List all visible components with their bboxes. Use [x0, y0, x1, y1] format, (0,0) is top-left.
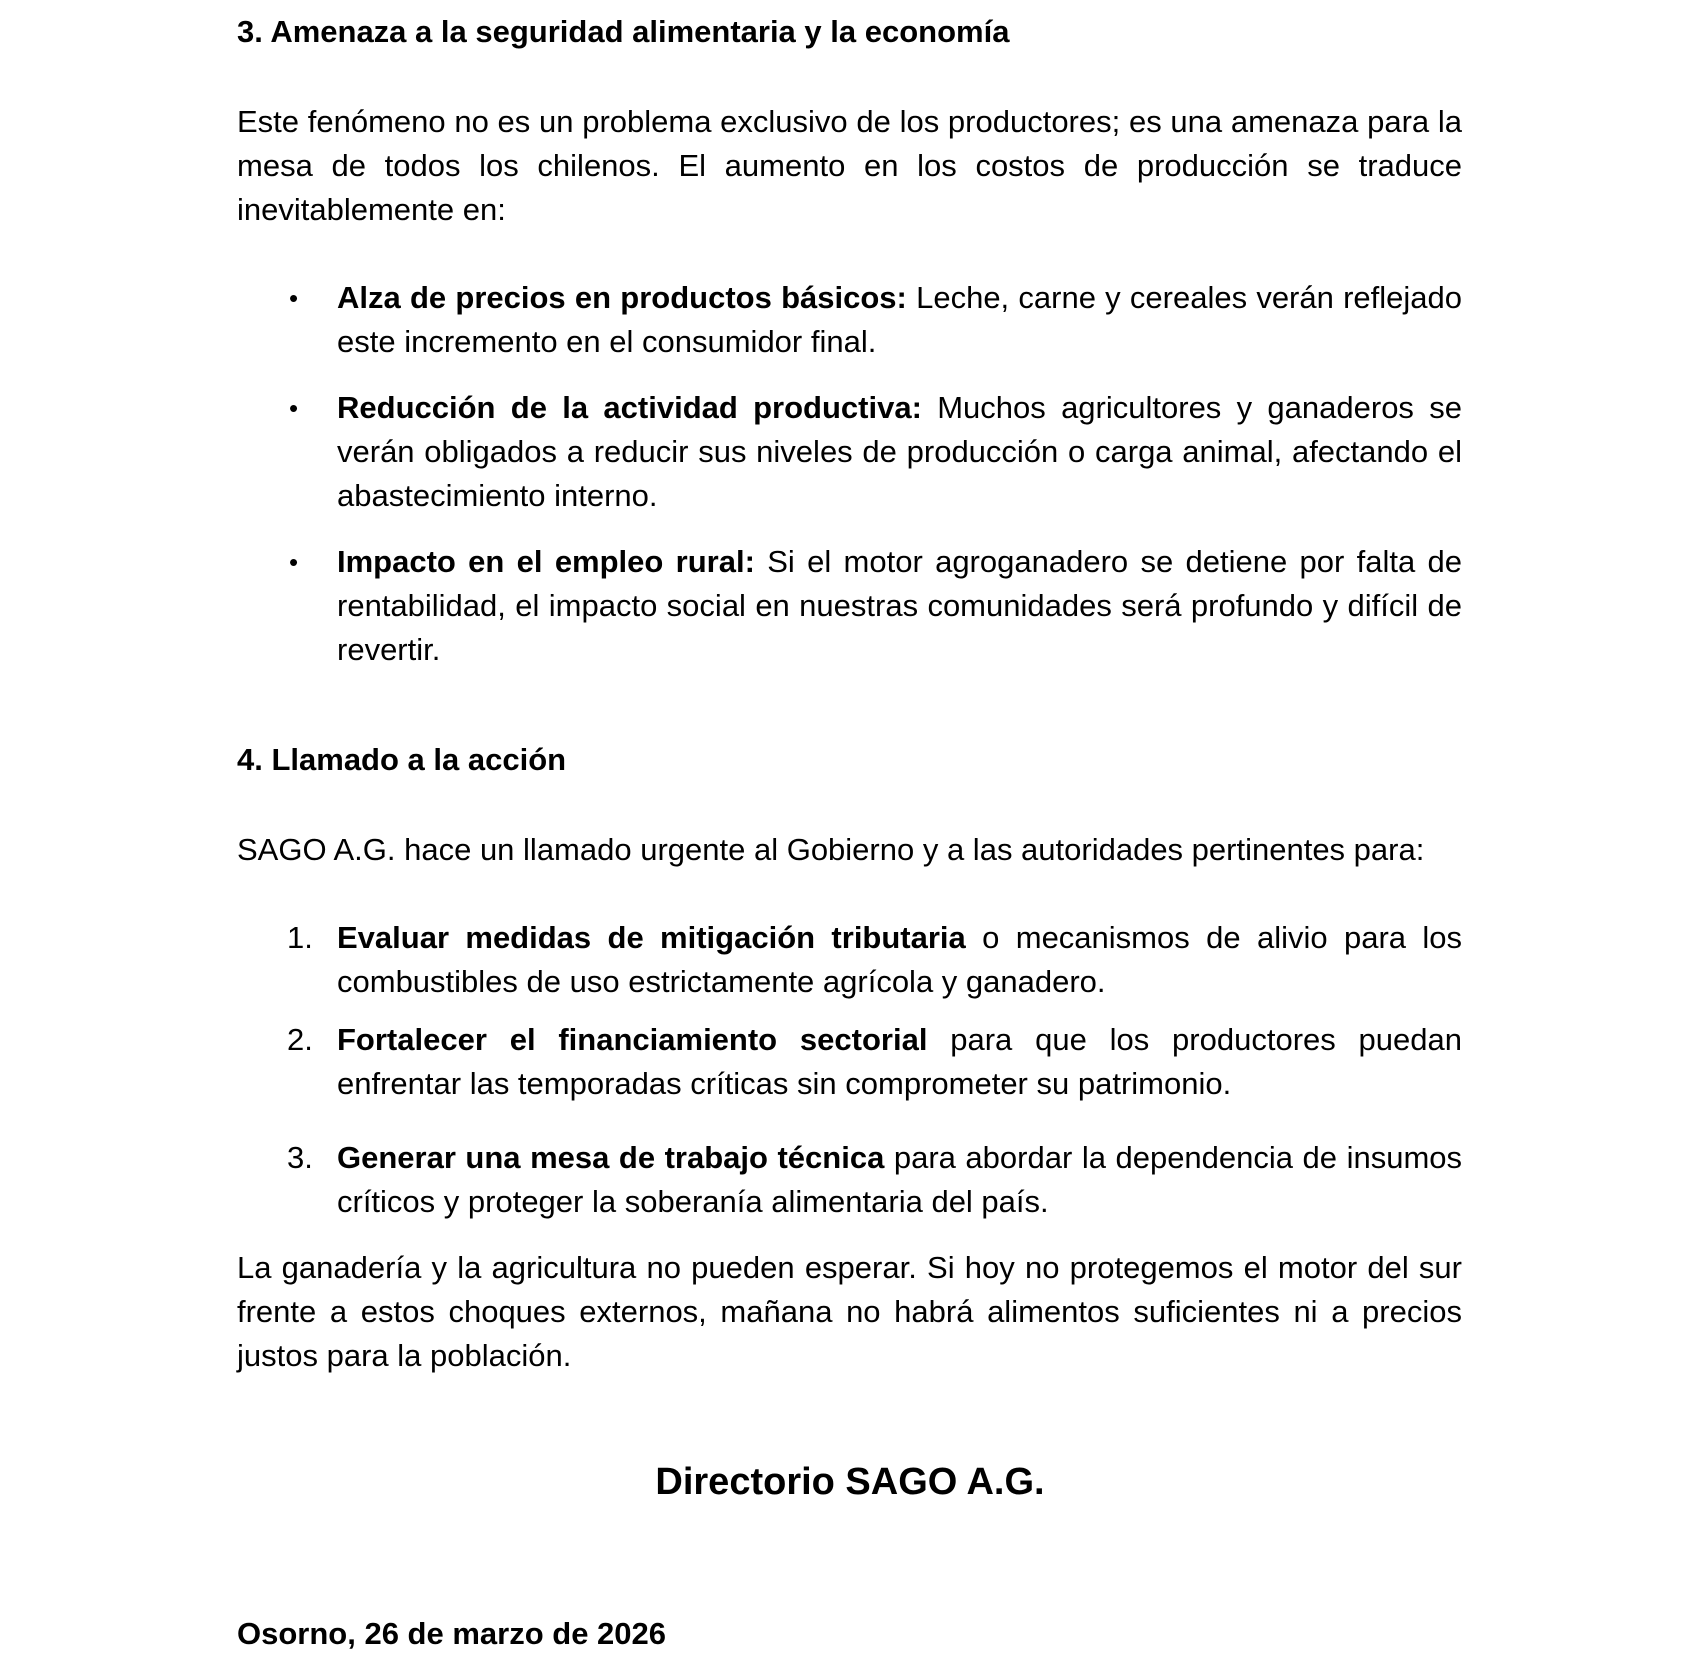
bullet-item-title: Impacto en el empleo rural: [337, 544, 755, 579]
bullet-item [237, 386, 1462, 518]
section-4-intro: SAGO A.G. hace un llamado urgente al Gobierno y a las autoridades pertinentes para: [237, 832, 1425, 867]
bullet-icon: • [289, 547, 299, 577]
numbered-item [237, 1136, 1462, 1224]
section-3-intro: Este fenómeno no es un problema exclusivo de los productores; es una amenaza para la mesa de todos los chilenos. El aumento en los costos de producción se traduce inevitablemente en: [237, 104, 1462, 227]
list-number: 3. [287, 1140, 313, 1175]
numbered-item-title: Fortalecer el financiamiento sectorial [337, 1022, 928, 1057]
signature: Directorio SAGO A.G. [655, 1461, 1045, 1503]
bullet-item-text: Muchos agricultores y ganaderos se verán obligados a reducir sus niveles de producción o carga animal, afectando el abastecimiento interno. [337, 390, 1462, 513]
closing-paragraph: La ganadería y la agricultura no pueden esperar. Si hoy no protegemos el motor del sur frente a estos choques externos, mañana no habrá alimentos suficientes ni a precios justos para la población. [237, 1250, 1462, 1373]
list-number: 2. [287, 1022, 313, 1057]
bullet-item-text: Si el motor agroganadero se detiene por falta de rentabilidad, el impacto social en nuestras comunidades será profundo y difícil de revertir. [337, 544, 1463, 667]
bullet-item-title: Reducción de la actividad productiva: [337, 390, 922, 425]
numbered-item-text: o mecanismos de alivio para los combustibles de uso estrictamente agrícola y ganadero. [337, 920, 1462, 999]
bullet-item [237, 540, 1462, 672]
numbered-item-title: Generar una mesa de trabajo técnica [337, 1140, 885, 1175]
bullet-icon: • [289, 393, 299, 423]
bullet-item-text: Leche, carne y cereales verán reflejado este incremento en el consumidor final. [337, 280, 1463, 359]
numbered-item [237, 1018, 1462, 1106]
bullet-icon: • [289, 283, 299, 313]
section-4-heading: 4. Llamado a la acción [237, 742, 567, 777]
numbered-item-title: Evaluar medidas de mitigación tributaria [337, 920, 966, 955]
list-number: 1. [287, 920, 313, 955]
bullet-item [237, 276, 1462, 364]
place-date: Osorno, 26 de marzo de 2026 [237, 1616, 667, 1651]
numbered-item-text: para que los productores puedan enfrentar las temporadas críticas sin comprometer su patrimonio. [337, 1022, 1463, 1101]
numbered-item [237, 916, 1462, 1004]
numbered-item-text: para abordar la dependencia de insumos críticos y proteger la soberanía alimentaria del país. [337, 1140, 1463, 1219]
section-3-heading: 3. Amenaza a la seguridad alimentaria y la economía [237, 14, 1010, 49]
bullet-item-title: Alza de precios en productos básicos: [337, 280, 907, 315]
